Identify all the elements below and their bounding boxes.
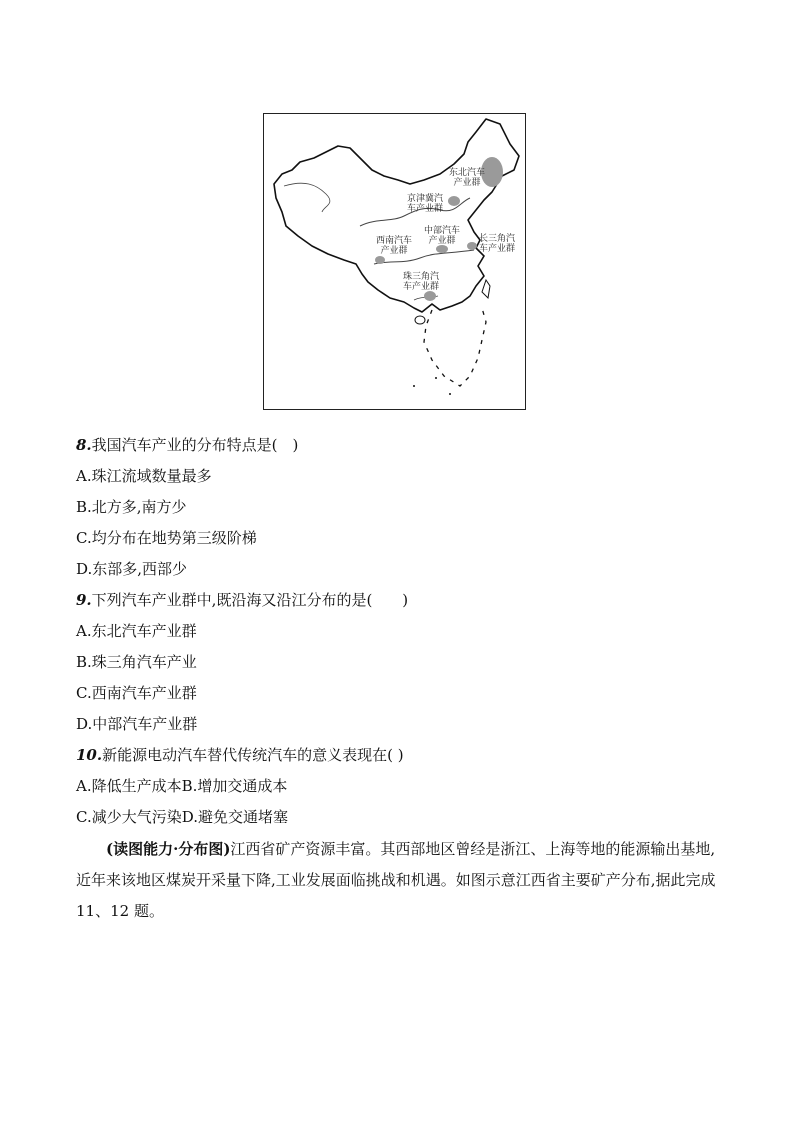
cluster-yangtze [467,242,477,250]
china-auto-industry-map [263,113,526,410]
label-pearl-cluster: 珠三角汽 车产业群 [403,272,440,292]
label-northeast-cluster: 东北汽车 产业群 [449,168,486,188]
china-map-outline [264,114,525,409]
question-8-option-d: D.东部多,西部少 [76,560,188,578]
cluster-pearl [424,291,436,301]
question-text: 我国汽车产业的分布特点是( ) [91,436,299,454]
question-9-option-a: A.东北汽车产业群 [76,622,197,640]
passage-lead: (读图能力·分布图) [106,840,231,858]
passage-text: 江西省矿产资源丰富。其西部地区曾经是浙江、上海等地的能源输出基地,近年来该地区煤炭开采量下降,工业发展面临挑战和机遇。如图示意江西省主要矿产分布,据此完成 11、12 题。 [76,840,716,920]
question-10-options-ab: A.降低生产成本B.增加交通成本 [76,777,288,795]
label-southwest-cluster: 西南汽车 产业群 [376,236,413,256]
cluster-jingjinji [448,196,460,206]
question-9-option-c: C.西南汽车产业群 [76,684,197,702]
taiwan-island [482,280,490,298]
label-central-cluster: 中部汽车 产业群 [424,226,461,246]
question-10-stem [76,745,404,765]
country-border [274,119,519,312]
island-dot [449,393,451,395]
cluster-southwest [375,256,385,264]
question-number: 9. [76,591,92,609]
question-number: 10. [76,746,103,764]
island-dot [413,385,415,387]
question-text: 新能源电动汽车替代传统汽车的意义表现在( ) [102,746,404,764]
question-number: 8. [76,436,92,454]
hainan-island [415,316,425,324]
question-8-option-c: C.均分布在地势第三级阶梯 [76,529,257,547]
reading-passage [76,834,726,927]
question-9-option-d: D.中部汽车产业群 [76,715,198,733]
question-8-option-b: B.北方多,南方少 [76,498,187,516]
question-8-option-a: A.珠江流域数量最多 [76,467,212,485]
question-10-options-cd: C.减少大气污染D.避免交通堵塞 [76,808,288,826]
label-jingjinji-cluster: 京津冀汽 车产业群 [407,194,444,214]
south-sea-boundary [424,308,486,386]
question-text: 下列汽车产业群中,既沿海又沿江分布的是( ) [91,591,409,609]
label-yangtze-cluster: 长三角汽 车产业群 [479,234,516,254]
cluster-central [436,245,448,253]
island-dot [435,377,437,379]
question-9-option-b: B.珠三角汽车产业 [76,653,197,671]
question-9-stem [76,590,408,610]
question-8-stem [76,435,298,455]
